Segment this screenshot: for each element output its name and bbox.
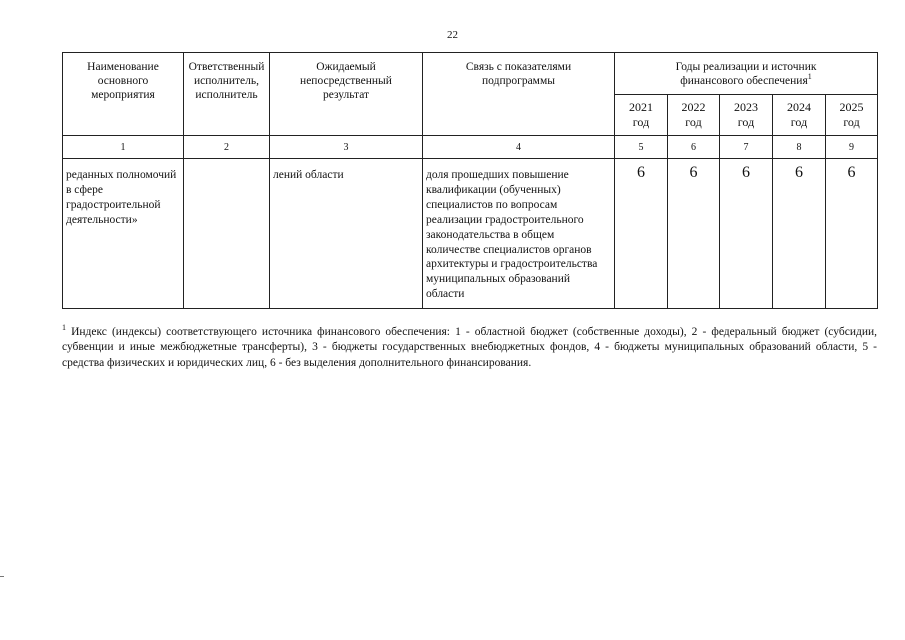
column-number: 9 (826, 136, 878, 159)
expected-result-cell: лений области (270, 159, 423, 309)
executor-cell (184, 159, 270, 309)
funding-source-2025: 6 (826, 159, 878, 309)
footnote-mark: 1 (62, 323, 66, 332)
footnote-ref: 1 (807, 72, 812, 82)
header-year-2022 (668, 95, 720, 136)
year-number: 2025 (839, 100, 864, 114)
program-table (62, 52, 878, 309)
header-activity-name: Наименование основного мероприятия (63, 53, 184, 136)
year-unit: год (843, 115, 860, 129)
footnote-text: Индекс (индексы) соответствующего источника финансового обеспечения: 1 - областной бюджет (собственные доходы), 2 - федеральный бюджет (субсидии, субвенции и иные межбюджетные трансферты), 3 - бюджеты государственных внебюджетных фондов, 4 - бюджеты муниципальных образований области, 5 - средства физических и юридических лиц, 6 - без выделения дополнительного финансирования. (62, 325, 878, 369)
header-years-group (615, 53, 878, 95)
year-unit: год (790, 115, 808, 129)
year-unit: год (632, 115, 650, 129)
header-year-2025 (826, 95, 878, 136)
footnote (62, 320, 877, 371)
year-number: 2022 (681, 100, 706, 114)
column-number: 7 (720, 136, 773, 159)
column-number: 1 (63, 136, 184, 159)
year-number: 2024 (787, 100, 811, 114)
year-unit: год (737, 115, 755, 129)
activity-name-cell: реданных полномочий в сфере градостроительной деятельности» (63, 159, 184, 309)
header-year-2021 (615, 95, 668, 136)
year-number: 2021 (629, 100, 653, 114)
table-row (63, 159, 878, 309)
header-indicator-link: Связь с показателями подпрограммы (423, 53, 615, 136)
header-years-group-text: Годы реализации и источник финансового обеспечения (675, 61, 817, 87)
column-number: 2 (184, 136, 270, 159)
header-year-2023 (720, 95, 773, 136)
funding-source-2023: 6 (720, 159, 773, 309)
funding-source-2022: 6 (668, 159, 720, 309)
year-number: 2023 (734, 100, 758, 114)
column-number: 6 (668, 136, 720, 159)
year-unit: год (685, 115, 702, 129)
column-number: 5 (615, 136, 668, 159)
indicator-link-cell: доля прошедших повышение квалификации (обученных) специалистов по вопросам реализации градостроительного законодательства в общем количестве специалистов органов архитектуры и градостроительства муниципальных образований области (423, 159, 615, 309)
column-number: 4 (423, 136, 615, 159)
header-expected-result: Ожидаемый непосредственный результат (270, 53, 423, 136)
header-executor: Ответственный исполнитель, исполнитель (184, 53, 270, 136)
funding-source-2024: 6 (773, 159, 826, 309)
column-number: 8 (773, 136, 826, 159)
page-number: 22 (447, 29, 458, 41)
funding-source-2021: 6 (615, 159, 668, 309)
header-year-2024 (773, 95, 826, 136)
scan-edge-mark (0, 576, 4, 577)
column-number: 3 (270, 136, 423, 159)
